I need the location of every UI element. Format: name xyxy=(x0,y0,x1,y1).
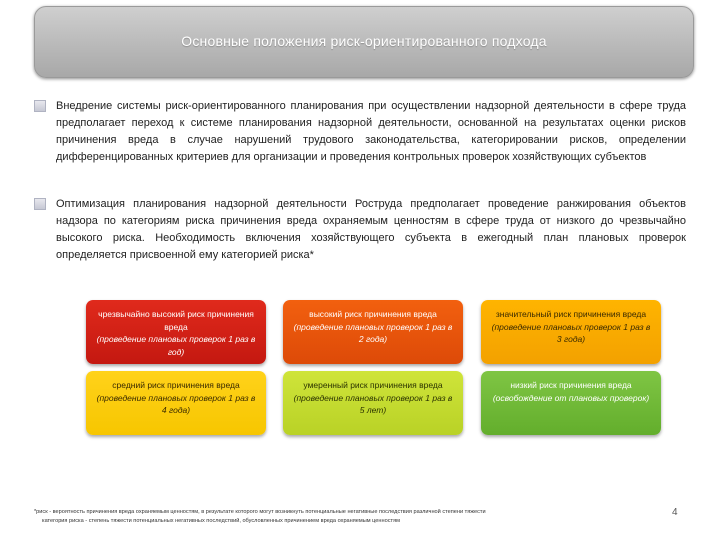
footnote-line: *риск - вероятность причинения вреда охраняемым ценностям, в результате которого могут возникнуть потенциальные негативные последствия различной степени тяжести xyxy=(34,509,486,515)
footnote xyxy=(34,508,634,526)
risk-box-significant xyxy=(481,300,661,364)
risk-detail: (проведение плановых проверок 1 раз в 3 года) xyxy=(491,321,651,344)
risk-detail: (освобождение от плановых проверок) xyxy=(492,392,650,403)
risk-box-extremely-high xyxy=(86,300,266,364)
footnote-line: категория риска - степень тяжести потенциальных негативных последствий, обусловленных причинением вреда охраняемым ценностям xyxy=(42,518,400,524)
bullet-item xyxy=(34,98,686,166)
square-bullet-icon xyxy=(34,198,46,210)
bullet-item xyxy=(34,196,686,264)
risk-box-high xyxy=(283,300,463,364)
risk-box-medium xyxy=(86,371,266,435)
risk-title: умеренный риск причинения вреда xyxy=(303,380,443,390)
risk-detail: (проведение плановых проверок 1 раз в 2 года) xyxy=(293,321,453,344)
risk-detail: (проведение плановых проверок 1 раз в год) xyxy=(96,334,256,357)
risk-detail: (проведение плановых проверок 1 раз в 4 года) xyxy=(96,392,256,415)
page-number: 4 xyxy=(672,507,678,518)
risk-title: значительный риск причинения вреда xyxy=(495,309,647,319)
risk-title: высокий риск причинения вреда xyxy=(309,309,437,319)
title-banner xyxy=(34,6,694,78)
risk-box-low xyxy=(481,371,661,435)
square-bullet-icon xyxy=(34,100,46,112)
risk-title: низкий риск причинения вреда xyxy=(510,380,632,390)
bullet-text: Оптимизация планирования надзорной деятельности Роструда предполагает проведение ранжирования объектов надзора по категориям риска причинения вреда охраняемым ценностям в сфере труда от низкого до чрезвычайно высокого риска. Необходимость включения хозяйствующего субъекта в ежегодный план плановых проверок определяется присвоенной ему категорией риска* xyxy=(56,198,686,261)
risk-title: чрезвычайно высокий риск причинения вреда xyxy=(98,309,254,332)
risk-title: средний риск причинения вреда xyxy=(112,380,240,390)
slide-title: Основные положения риск-ориентированного подхода xyxy=(181,33,547,49)
risk-box-moderate xyxy=(283,371,463,435)
risk-detail: (проведение плановых проверок 1 раз в 5 лет) xyxy=(293,392,453,415)
bullet-text: Внедрение системы риск-ориентированного планирования при осуществлении надзорной деятельности в сфере труда предполагает переход к системе планирования надзорной деятельности, основанной на результатах оценки рисков причинения вреда в случае нарушений трудового законодательства, категорировании рисков, определении дифференцированных критериев для организации и проведения контрольных проверок хозяйствующих субъектов xyxy=(56,100,686,163)
